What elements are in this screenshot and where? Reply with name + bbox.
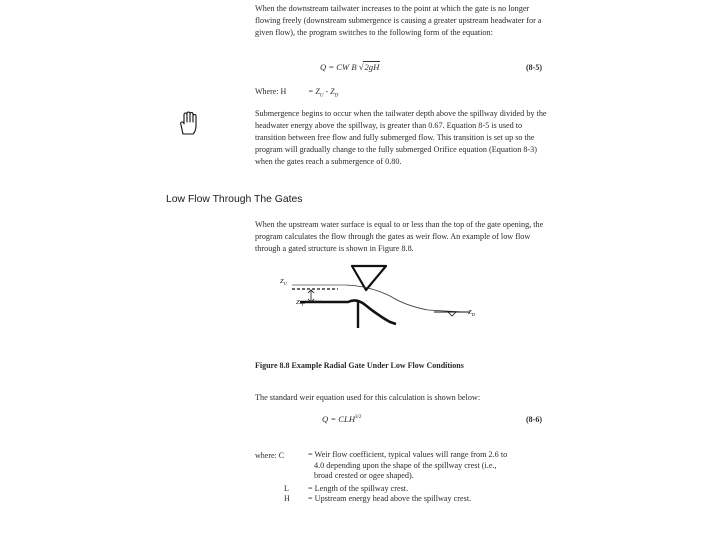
hand-cursor-icon [176, 110, 202, 136]
section-heading-low-flow: Low Flow Through The Gates [166, 194, 303, 205]
where-h-minus: - Z [323, 87, 335, 96]
label-zd: $Z_D$ [468, 309, 475, 317]
equation-8-6-exponent: 3/2 [355, 415, 362, 421]
where-h-definition [308, 87, 338, 99]
water-surface-profile [346, 285, 463, 312]
equation-8-5-radicand: 2gH [364, 62, 380, 72]
equation-8-5-number: (8-5) [526, 63, 542, 72]
where-h-value: = Z [308, 87, 320, 96]
radial-gate-shape [352, 266, 386, 290]
definition-l-text: = Length of the spillway crest. [308, 484, 409, 493]
spillway-crest-shape [300, 300, 396, 324]
label-zu: $Z_U$ [280, 278, 287, 286]
where-h-sub-d: D [334, 93, 339, 99]
definition-c-line-2: 4.0 depending upon the shape of the spillway crest (i.e., [314, 460, 497, 470]
definition-term-h: H [284, 494, 290, 503]
definition-c-line-3: broad crested or ogee shaped). [314, 471, 414, 480]
where-h-label: Where: H [255, 87, 287, 96]
paragraph-low-flow-description: When the upstream water surface is equal to or less than the top of the gate opening, the program calculates the flow through the gates as weir flow. An example of low flow through a gated structure is shown in Figure 8.8. [255, 220, 544, 253]
downstream-water-marker [448, 312, 456, 316]
equation-8-6-number: (8-6) [526, 415, 542, 424]
definition-term-c: where: C [255, 451, 285, 460]
definition-c-text [308, 450, 568, 482]
equation-8-6 [322, 414, 361, 424]
figure-caption: Figure 8.8 Example Radial Gate Under Low Flow Conditions [255, 361, 464, 370]
where-h-sub-u: U [319, 93, 324, 99]
equation-8-5-left: Q = CW B [320, 62, 357, 72]
definition-term-l: L [284, 484, 289, 493]
paragraph-submergence-intro: When the downstream tailwater increases to the point at which the gate is no longer flowing freely (downstream submergence is causing a greater upstream headwater for a given flow), the program switches to the following form of the equation: [255, 4, 542, 37]
equation-8-5: Q = CW B √2gH [320, 62, 380, 72]
definition-c-line-1: = Weir flow coefficient, typical values will range from 2.6 to [308, 450, 508, 459]
definition-h-text: = Upstream energy head above the spillway crest. [308, 494, 472, 503]
equation-8-6-left: Q = CLH [322, 414, 356, 424]
paragraph-weir-equation-intro: The standard weir equation used for this calculation is shown below: [255, 393, 481, 402]
paragraph-submergence-transition: Submergence begins to occur when the tailwater depth above the spillway divided by the headwater energy above the spillway, is greater than 0.67. Equation 8-5 is used to transition between free flow and fully submerged flow. This transition is set up so the program will gradually change to the fully submerged Orifice equation (Equation 8-3) when the gates reach a submergence of 0.80. [255, 109, 547, 166]
radial-gate-diagram [278, 258, 498, 348]
label-zsp: Zsp [296, 299, 306, 306]
